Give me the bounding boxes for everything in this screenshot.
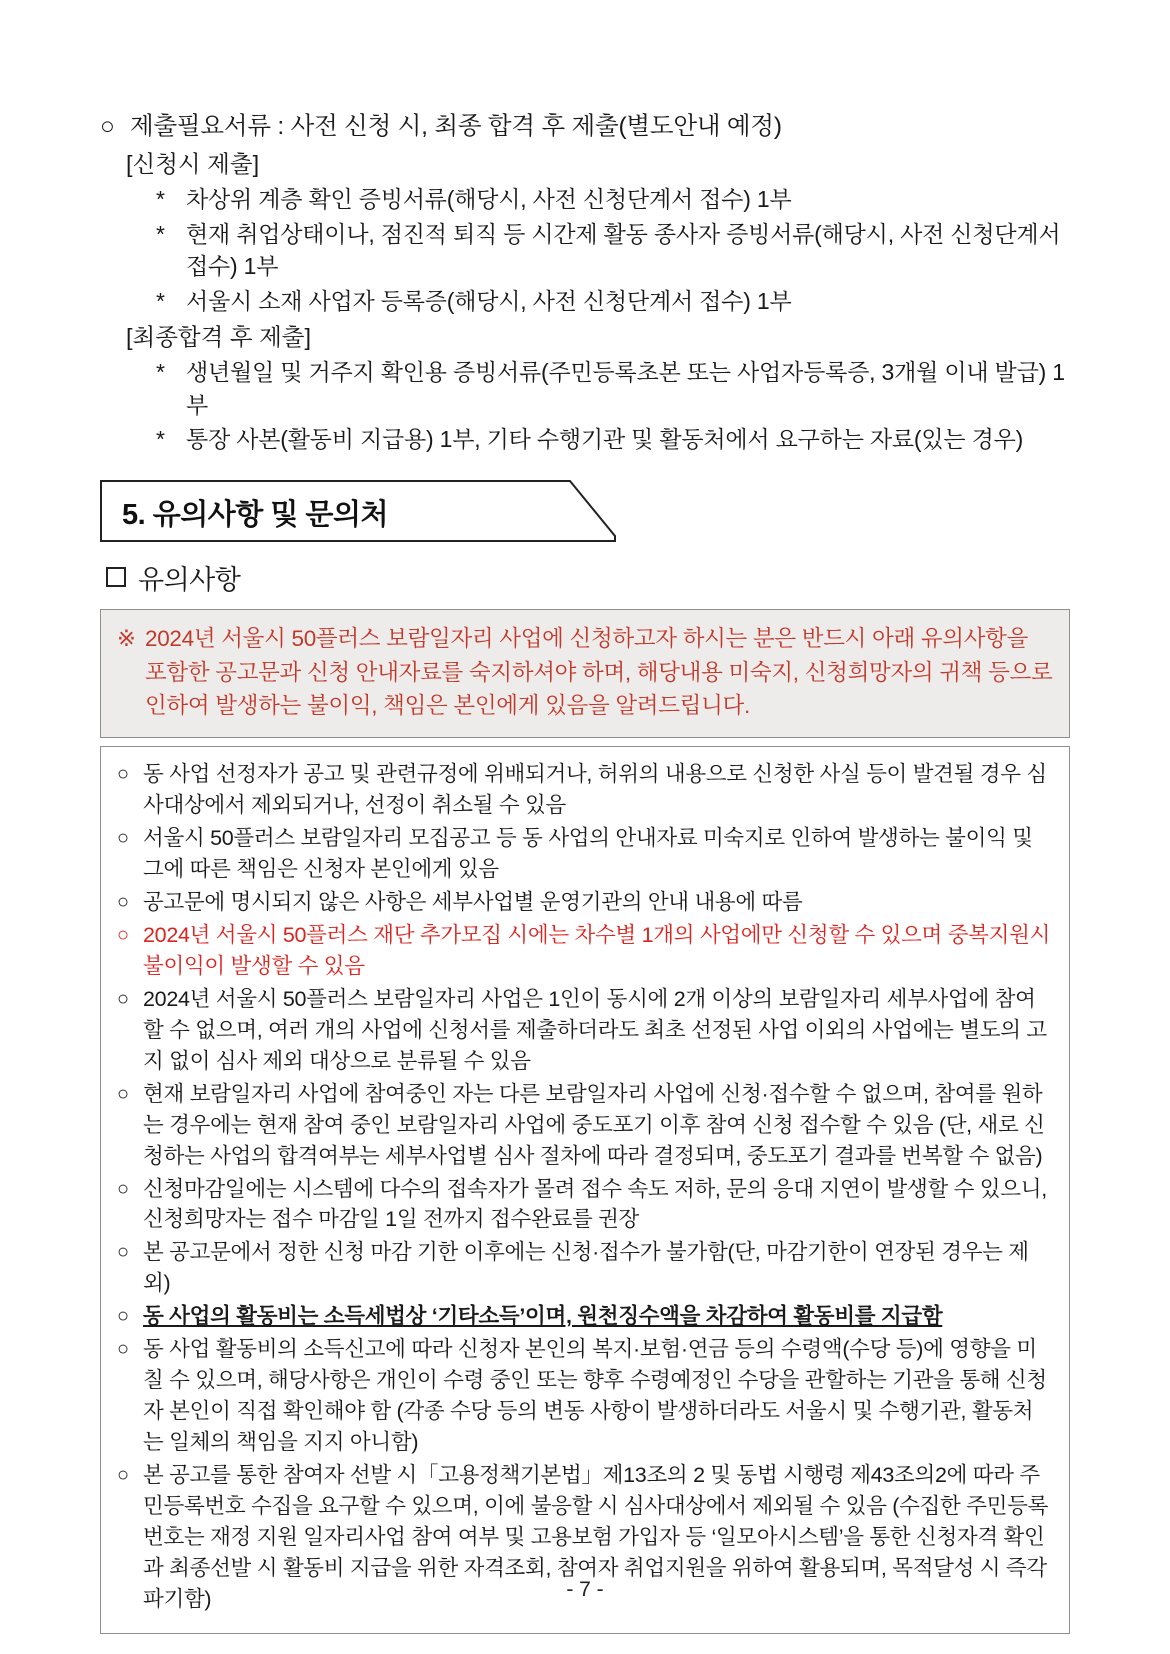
circle-marker-icon: ○ [117, 1082, 129, 1105]
square-marker-icon [106, 567, 126, 587]
section-title: 5. 유의사항 및 문의처 [122, 498, 388, 531]
list-item-text: 동 사업 선정자가 공고 및 관련규정에 위배되거나, 허위의 내용으로 신청한 사실 등이 발견될 경우 심사대상에서 제외되거나, 선정이 취소될 수 있음 [143, 762, 1047, 818]
list-item [117, 1174, 1053, 1236]
list-item-text: 본 공고문에서 정한 신청 마감 기한 이후에는 신청·접수가 불가함(단, 마감기한이 연장된 경우는 제외) [143, 1240, 1029, 1296]
list-item-text: 현재 보람일자리 사업에 참여중인 자는 다른 보람일자리 사업에 신청·접수할 수 없으며, 참여를 원하는 경우에는 현재 참여 중인 보람일자리 사업에 중도포기 이후 참여 신청 접수할 수 있음 (단, 새로 신청하는 사업의 합격여부는 세부사업별 심사 절차에 따라 결정되며, 중도포기 결과를 번복할 수 없음) [143, 1081, 1045, 1168]
circle-marker-icon: ○ [117, 987, 129, 1010]
list-item [117, 1237, 1053, 1299]
group1-label: [신청시 제출] [126, 150, 260, 177]
list-item-text: 본 공고를 통한 참여자 선발 시「고용정책기본법」제13조의 2 및 동법 시행령 제43조의2에 따라 주민등록번호 수집을 요구할 수 있으며, 이에 불응할 시 심사대상에서 제외될 수 있음 (수집한 주민등록번호는 재정 지원 일자리사업 참여 여부 및 고용보험 가입자 등 ‘일모아시스템’을 통한 신청자격 확인과 최종선발 시 활동비 지급을 위한 자격조회, 참여자 취업지원을 위하여 활용되며, 목적달성 시 즉각 파기함) [143, 1463, 1049, 1611]
required-documents-heading-text: 제출필요서류 : 사전 신청 시, 최종 합격 후 제출(별도안내 예정) [130, 113, 782, 140]
circle-marker-icon: ○ [117, 923, 129, 946]
section-banner [100, 480, 616, 542]
circle-marker-icon: ○ [117, 1305, 129, 1328]
list-item [156, 285, 1070, 318]
circle-marker-icon: ○ [117, 1338, 129, 1361]
notice-box [100, 609, 1070, 738]
subsection-heading-text: 유의사항 [138, 564, 241, 595]
list-item-text: 생년월일 및 거주지 확인용 증빙서류(주민등록초본 또는 사업자등록증, 3개월 이내 발급) 1부 [186, 358, 1065, 418]
list-item-text: 신청마감일에는 시스템에 다수의 접속자가 몰려 접수 속도 저하, 문의 응대 지연이 발생할 수 있으니, 신청희망자는 접수 마감일 1일 전까지 접수완료를 권장 [143, 1176, 1047, 1232]
circle-marker-icon: ○ [117, 763, 129, 786]
asterisk-marker-icon: * [156, 186, 165, 213]
list-item [117, 759, 1053, 821]
list-item [117, 823, 1053, 885]
page-footer: - 7 - [566, 1578, 604, 1601]
notice-row [117, 622, 1053, 723]
list-item [117, 1079, 1053, 1172]
list-item-text: 통장 사본(활동비 지급용) 1부, 기타 수행기관 및 활동처에서 요구하는 자료(있는 경우) [186, 426, 1024, 453]
list-item [117, 1334, 1053, 1458]
list-item [156, 183, 1070, 216]
list-item-text: 동 사업 활동비의 소득신고에 따라 신청자 본인의 복지·보험·연금 등의 수령액(수당 등)에 영향을 미칠 수 있으며, 해당사항은 개인이 수령 중인 또는 향후 수령예정인 수당을 관할하는 기관을 통해 신청자 본인이 직접 확인해야 함 (각종 수당 등의 변동 사항이 발생하더라도 서울시 및 수행기관, 활동처는 일체의 책임을 지지 아니함) [143, 1337, 1047, 1455]
asterisk-marker-icon: * [156, 288, 165, 314]
list-item-text: 2024년 서울시 50플러스 보람일자리 사업은 1인이 동시에 2개 이상의 보람일자리 세부사업에 참여할 수 없으며, 여러 개의 사업에 신청서를 제출하더라도 최초 선정된 사업 이외의 사업에는 별도의 고지 없이 심사 제외 대상으로 분류될 수 있음 [143, 986, 1047, 1073]
list-item-text: 차상위 계층 확인 증빙서류(해당시, 사전 신청단계서 접수) 1부 [186, 186, 792, 213]
list-item-text: 동 사업의 활동비는 소득세법상 ‘기타소득’이며, 원천징수액을 차감하여 활동비를 지급함 [143, 1304, 943, 1329]
list-item [156, 423, 1070, 456]
group1-list [100, 183, 1070, 318]
list-item-text: 현재 취업상태이나, 점진적 퇴직 등 시간제 활동 종사자 증빙서류(해당시, 사전 신청단계서 접수) 1부 [186, 220, 1061, 280]
reference-mark-icon: ※ [117, 625, 136, 651]
asterisk-marker-icon: * [156, 426, 165, 453]
list-item [117, 984, 1053, 1077]
circle-marker-icon: ○ [117, 827, 129, 850]
asterisk-marker-icon: * [156, 220, 165, 247]
list-item-highlighted [117, 920, 1053, 982]
group2-list [100, 356, 1070, 456]
circle-marker-icon: ○ [117, 1177, 129, 1200]
circle-marker-icon: ○ [117, 1464, 129, 1487]
required-documents-heading [100, 110, 1070, 145]
list-item-text: 서울시 소재 사업자 등록증(해당시, 사전 신청단계서 접수) 1부 [186, 288, 792, 314]
asterisk-marker-icon: * [156, 358, 165, 385]
list-item-text: 공고문에 명시되지 않은 사항은 세부사업별 운영기관의 안내 내용에 따름 [143, 889, 803, 914]
list-item-emphasized [117, 1301, 1053, 1332]
circle-marker-icon: ○ [117, 1241, 129, 1264]
list-item [156, 218, 1070, 283]
cautions-list-box [100, 746, 1070, 1634]
circle-marker-icon: ○ [100, 113, 115, 140]
required-documents-section [100, 110, 1070, 456]
circle-marker-icon: ○ [117, 890, 129, 913]
notice-text: 2024년 서울시 50플러스 보람일자리 사업에 신청하고자 하시는 분은 반드시 아래 유의사항을 포함한 공고문과 신청 안내자료를 숙지하셔야 하며, 해당내용 미숙지, 신청희망자의 귀책 등으로 인하여 발생하는 불이익, 책임은 본인에게 있음을 알려드립니다. [145, 625, 1053, 719]
list-item [156, 356, 1070, 421]
subsection-heading [106, 558, 1070, 597]
group2-label: [최종합격 후 제출] [126, 323, 312, 350]
list-item [117, 887, 1053, 918]
list-item-text: 서울시 50플러스 보람일자리 모집공고 등 동 사업의 안내자료 미숙지로 인하여 발생하는 불이익 및 그에 따른 책임은 신청자 본인에게 있음 [143, 826, 1033, 881]
list-item-text: 2024년 서울시 50플러스 재단 추가모집 시에는 차수별 1개의 사업에만 신청할 수 있으며 중복지원시 불이익이 발생할 수 있음 [143, 922, 1051, 978]
